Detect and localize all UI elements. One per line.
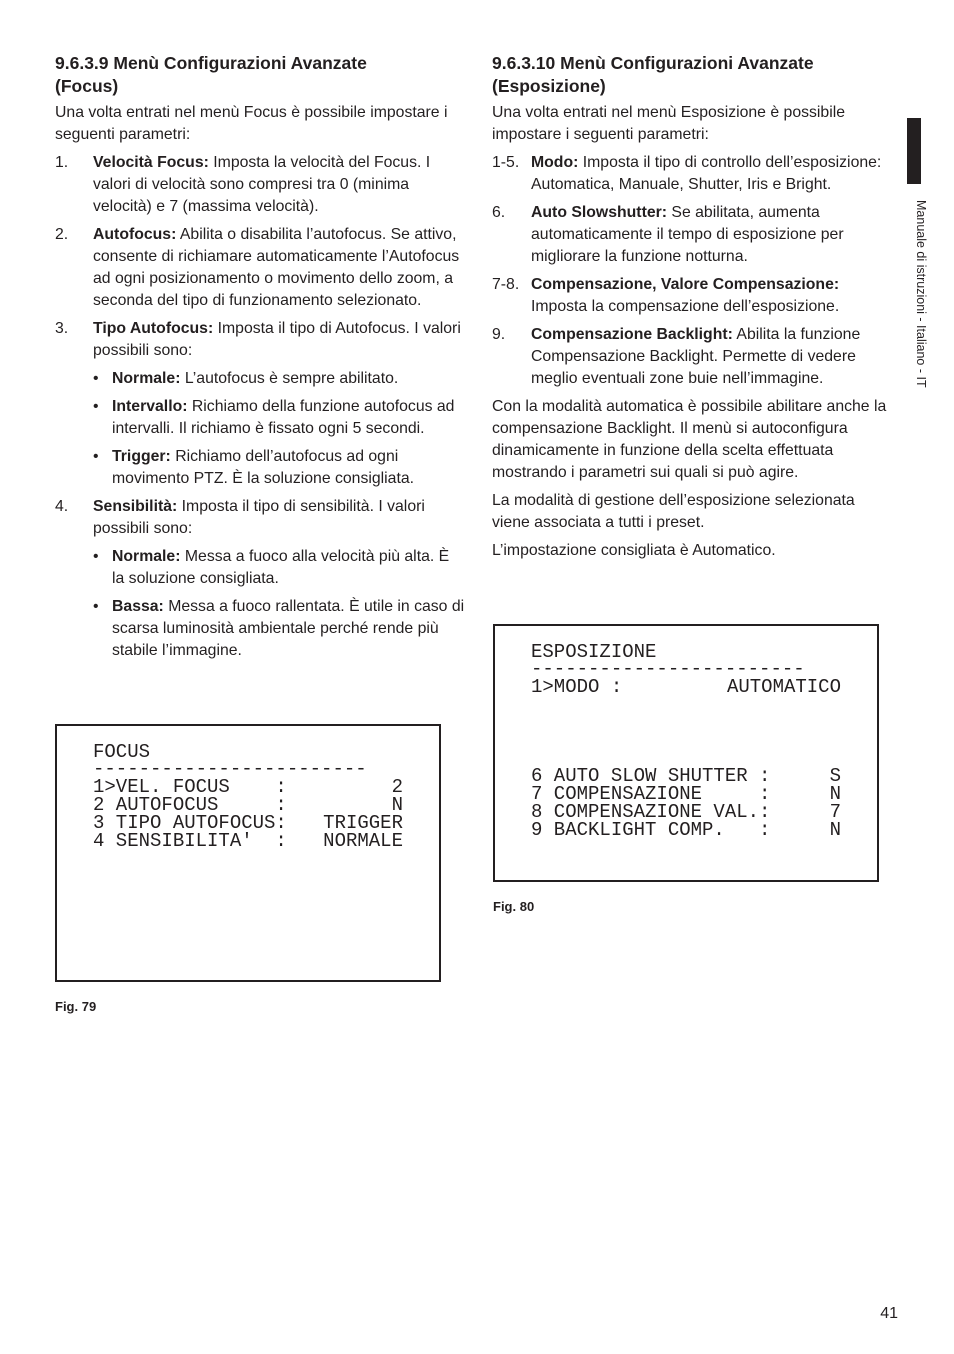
row-label: 1>VEL. FOCUS : xyxy=(93,776,287,798)
bullet-dot: • xyxy=(93,448,99,465)
section-heading-focus xyxy=(55,52,465,98)
heading-line: 9.6.3.10 Menù Configurazioni Avanzate xyxy=(492,53,814,73)
bullet-text: Messa a fuoco alla velocità più alta. È la soluzione consigliata. xyxy=(112,548,450,587)
row-value: NORMALE xyxy=(323,830,403,852)
screen-row xyxy=(531,678,841,696)
paragraph: Con la modalità automatica è possibile abilitare anche la compensazione Backlight. Il menù si autoconfigura dinamicamente in funzione della scelta effettuata mostrando i parametri sui quali si può agire. xyxy=(492,398,887,481)
row-value: S xyxy=(829,765,841,787)
item-number: 6. xyxy=(492,204,506,221)
bullet-item xyxy=(93,396,465,440)
right-column xyxy=(492,52,892,568)
item-number: 1. xyxy=(55,154,69,171)
list-item xyxy=(492,324,892,390)
item-term: Compensazione Backlight: xyxy=(531,326,733,343)
focus-menu-screen xyxy=(55,724,441,982)
row-label: 9 BACKLIGHT COMP. : xyxy=(531,819,771,841)
row-label: 2 AUTOFOCUS : xyxy=(93,794,287,816)
screen-title-text: ESPOSIZIONE xyxy=(531,641,657,663)
bullet-text: Messa a fuoco rallentata. È utile in caso di scarsa luminosità ambientale perché rende più stabile l’immagine. xyxy=(112,598,465,659)
row-value: 7 xyxy=(829,801,841,823)
page-number: 41 xyxy=(880,1305,898,1322)
screen-row xyxy=(93,832,403,850)
list-item xyxy=(492,274,892,318)
bullet-term: Bassa: xyxy=(112,598,164,615)
item-text: Se abilitata, aumenta automaticamente il tempo di esposizione per migliorare la funzione notturna. xyxy=(531,204,844,265)
bullet-term: Normale: xyxy=(112,548,181,565)
bullet-item xyxy=(93,368,465,390)
heading-line: (Esposizione) xyxy=(492,76,606,96)
item-text: Imposta il tipo di sensibilità. I valori possibili sono: xyxy=(93,498,425,537)
row-value: N xyxy=(829,783,841,805)
separator-text: ------------------------ xyxy=(93,758,367,780)
row-value: N xyxy=(391,794,403,816)
intro-paragraph: Una volta entrati nel menù Esposizione è possibile impostare i seguenti parametri: xyxy=(492,104,846,143)
paragraph: L’impostazione consigliata è Automatico. xyxy=(492,542,776,559)
bullet-item xyxy=(93,546,465,590)
screen-title-text: FOCUS xyxy=(93,741,151,763)
item-term: Autofocus: xyxy=(93,226,177,243)
bullet-item xyxy=(93,446,465,490)
separator-text: ------------------------ xyxy=(531,658,805,680)
item-text: Abilita o disabilita l’autofocus. Se attivo, consente di richiamare automaticamente l’Autofocus ad ogni posizionamento o movimento dello zoom, a seconda del tipo di funzionamento selezionato. xyxy=(93,226,460,309)
row-value: 2 xyxy=(391,776,403,798)
bullet-text: Richiamo dell’autofocus ad ogni movimento PTZ. È la soluzione consigliata. xyxy=(112,448,415,487)
section-heading-exposure xyxy=(492,52,892,98)
item-term: Sensibilità: xyxy=(93,498,178,515)
item-number: 4. xyxy=(55,498,69,515)
row-label: 3 TIPO AUTOFOCUS: xyxy=(93,812,287,834)
item-number: 2. xyxy=(55,226,69,243)
item-text: Imposta il tipo di controllo dell’esposizione: Automatica, Manuale, Shutter, Iris e Bright. xyxy=(531,154,882,193)
bullet-dot: • xyxy=(93,370,99,387)
row-label: 4 SENSIBILITA' : xyxy=(93,830,287,852)
item-number: 9. xyxy=(492,326,506,343)
bullet-item xyxy=(93,596,465,662)
list-item xyxy=(55,152,465,218)
side-tab-marker xyxy=(907,118,921,184)
figure-caption-80: Fig. 80 xyxy=(493,899,535,914)
bullet-dot: • xyxy=(93,598,99,615)
item-term: Auto Slowshutter: xyxy=(531,204,668,221)
item-term: Tipo Autofocus: xyxy=(93,320,214,337)
row-value: TRIGGER xyxy=(323,812,403,834)
bullet-dot: • xyxy=(93,398,99,415)
screen-row xyxy=(531,821,841,839)
figure-caption-79: Fig. 79 xyxy=(55,999,97,1014)
item-number: 1-5. xyxy=(492,154,520,171)
bullet-term: Normale: xyxy=(112,370,181,387)
list-item xyxy=(55,224,465,312)
list-item xyxy=(55,318,465,362)
item-number: 7-8. xyxy=(492,276,520,293)
item-term: Compensazione, Valore Compensazione: xyxy=(531,276,840,293)
item-term: Velocità Focus: xyxy=(93,154,209,171)
side-tab-label: Manuale di istruzioni - Italiano - IT xyxy=(914,200,928,388)
list-item xyxy=(492,152,892,196)
row-label: 8 COMPENSAZIONE VAL.: xyxy=(531,801,771,823)
row-label: 7 COMPENSAZIONE : xyxy=(531,783,771,805)
item-text: Abilita la funzione Compensazione Backlight. Permette di vedere meglio eventuali zone buie nell’immagine. xyxy=(531,326,861,387)
paragraph: La modalità di gestione dell’esposizione selezionata viene associata a tutti i preset. xyxy=(492,492,855,531)
left-column xyxy=(55,52,465,668)
row-label: 6 AUTO SLOW SHUTTER : xyxy=(531,765,771,787)
heading-line: (Focus) xyxy=(55,76,119,96)
item-text: Imposta la velocità del Focus. I valori di velocità sono compresi tra 0 (minima velocità) e 7 (massima velocità). xyxy=(93,154,431,215)
bullet-text: L’autofocus è sempre abilitato. xyxy=(180,370,399,387)
bullet-text: Richiamo della funzione autofocus ad intervalli. Il richiamo è fissato ogni 5 secondi. xyxy=(112,398,455,437)
row-value: AUTOMATICO xyxy=(726,676,841,698)
heading-line: 9.6.3.9 Menù Configurazioni Avanzate xyxy=(55,53,367,73)
bullet-term: Trigger: xyxy=(112,448,171,465)
list-item xyxy=(492,202,892,268)
item-number: 3. xyxy=(55,320,69,337)
item-text: Imposta la compensazione dell’esposizione. xyxy=(531,298,840,315)
list-item xyxy=(55,496,465,540)
item-term: Modo: xyxy=(531,154,579,171)
intro-paragraph: Una volta entrati nel menù Focus è possibile impostare i seguenti parametri: xyxy=(55,104,448,143)
bullet-dot: • xyxy=(93,548,99,565)
row-label: 1>MODO : xyxy=(531,676,623,698)
bullet-term: Intervallo: xyxy=(112,398,188,415)
item-text: Imposta il tipo di Autofocus. I valori possibili sono: xyxy=(93,320,461,359)
exposure-menu-screen xyxy=(493,624,879,882)
row-value: N xyxy=(829,819,841,841)
